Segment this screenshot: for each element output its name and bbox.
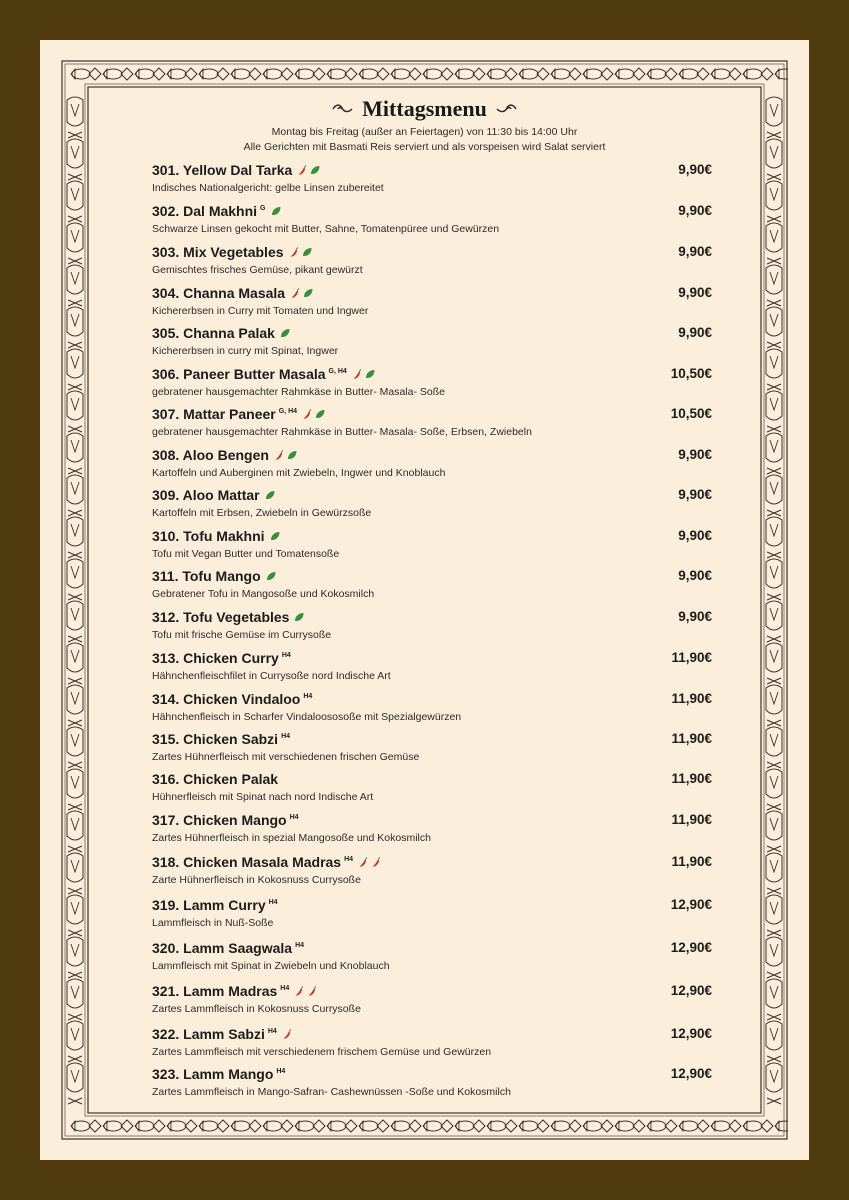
menu-item-price: 10,50€ <box>670 366 712 381</box>
chili-icon <box>307 986 317 997</box>
menu-item-name: 314. Chicken Vindaloo <box>152 691 301 707</box>
menu-item-name: 310. Tofu Makhni <box>152 528 265 544</box>
menu-item-name: 315. Chicken Sabzi <box>152 731 279 747</box>
menu-item-price: 11,90€ <box>671 771 712 786</box>
allergen-code: H4 <box>268 898 278 906</box>
menu-item-price: 9,90€ <box>678 609 712 624</box>
menu-item-icons <box>271 206 281 217</box>
leaf-icon <box>280 328 290 339</box>
menu-item-icons <box>282 1029 292 1040</box>
menu-item-name: 309. Aloo Mattar <box>152 487 260 503</box>
menu-item-price: 12,90€ <box>670 1026 712 1041</box>
menu-item <box>152 244 712 284</box>
menu-item <box>152 1026 712 1066</box>
menu-item <box>152 897 712 937</box>
menu-item-title <box>152 366 375 382</box>
menu-item-title <box>152 568 276 584</box>
menu-item <box>152 731 712 771</box>
menu-item-price: 12,90€ <box>670 897 712 912</box>
menu-item <box>152 854 712 894</box>
menu-item-title <box>152 162 320 178</box>
menu-item <box>152 162 712 202</box>
menu-item-title <box>152 812 299 828</box>
allergen-code: H4 <box>281 651 291 659</box>
menu-item <box>152 528 712 568</box>
allergen-code: H4 <box>267 1027 277 1035</box>
menu-item-description: Zarte Hühnerfleisch in Kokosnuss Currysoße <box>152 874 361 886</box>
chili-icon <box>371 857 381 868</box>
menu-item-price: 11,90€ <box>671 854 712 869</box>
leaf-icon <box>270 531 280 542</box>
chili-icon <box>294 986 304 997</box>
allergen-code: H4 <box>295 941 305 949</box>
menu-item-description: Kartoffeln und Auberginen mit Zwiebeln, Ingwer und Knoblauch <box>152 467 446 479</box>
menu-item <box>152 650 712 690</box>
menu-item-name: 320. Lamm Saagwala <box>152 940 293 956</box>
menu-item-price: 9,90€ <box>678 568 712 583</box>
menu-item-icons <box>290 288 313 299</box>
menu-item-description: gebratener hausgemachter Rahmkäse in Butter- Masala- Soße <box>152 386 445 398</box>
menu-item-price: 11,90€ <box>671 812 712 827</box>
menu-item-description: Zartes Hühnerfleisch in spezial Mangosoße und Kokosmilch <box>152 832 431 844</box>
menu-item-title <box>152 731 290 747</box>
chili-icon <box>290 288 300 299</box>
menu-item-title <box>152 487 275 503</box>
menu-item-name: 313. Chicken Curry <box>152 650 279 666</box>
menu-item-name: 318. Chicken Masala Madras <box>152 854 342 870</box>
menu-item-title <box>152 854 381 870</box>
menu-item-title <box>152 1066 285 1082</box>
menu-item-icons <box>294 612 304 623</box>
menu-item-description: Hähnchenfleisch in Scharfer Vindaloososoße mit Spezialgewürzen <box>152 711 462 723</box>
menu-item-title <box>152 528 280 544</box>
leaf-icon <box>302 247 312 258</box>
menu-item <box>152 983 712 1023</box>
menu-item-description: Lammfleisch mit Spinat in Zwiebeln und Knoblauch <box>152 960 390 972</box>
chili-icon <box>358 857 368 868</box>
menu-item-title <box>152 447 297 463</box>
chili-icon <box>274 450 284 461</box>
menu-item-name: 307. Mattar Paneer <box>152 406 276 422</box>
menu-item-name: 323. Lamm Mango <box>152 1066 274 1082</box>
menu-item <box>152 568 712 608</box>
menu-item-name: 305. Channa Palak <box>152 325 275 341</box>
leaf-icon <box>310 165 320 176</box>
menu-item-name: 316. Chicken Palak <box>152 771 279 787</box>
menu-item-name: 311. Tofu Mango <box>152 568 261 584</box>
menu-item-icons <box>358 857 381 868</box>
menu-item-title <box>152 244 312 260</box>
menu-item-title <box>152 325 290 341</box>
subtitle-hours: Montag bis Freitag (außer an Feiertagen) von 11:30 bis 14:00 Uhr <box>271 126 578 138</box>
menu-item <box>152 325 712 365</box>
menu-item-title <box>152 940 304 956</box>
allergen-code: H4 <box>303 692 313 700</box>
allergen-code: H4 <box>289 813 299 821</box>
menu-item-description: Kichererbsen in Curry mit Tomaten und Ingwer <box>152 305 369 317</box>
menu-item-icons <box>289 247 312 258</box>
leaf-icon <box>365 369 375 380</box>
chili-icon <box>282 1029 292 1040</box>
menu-item-icons <box>294 986 317 997</box>
menu-item-icons <box>352 369 375 380</box>
menu-item <box>152 487 712 527</box>
menu-item <box>152 406 712 446</box>
menu-item-title <box>152 285 313 301</box>
allergen-code: H4 <box>276 1067 286 1075</box>
menu-item-price: 9,90€ <box>678 325 712 340</box>
menu-item-name: 322. Lamm Sabzi <box>152 1026 265 1042</box>
menu-item-title <box>152 650 291 666</box>
menu-item-icons <box>270 531 280 542</box>
menu-item-description: Kichererbsen in curry mit Spinat, Ingwer <box>152 345 339 357</box>
menu-item-icons <box>297 165 320 176</box>
flourish-right-icon <box>495 103 517 115</box>
menu-item-price: 10,50€ <box>670 406 712 421</box>
menu-item-description: Zartes Hühnerfleisch mit verschiedenen frischen Gemüse <box>152 751 420 763</box>
menu-item-description: Schwarze Linsen gekocht mit Butter, Sahne, Tomatenpüree und Gewürzen <box>152 223 500 235</box>
menu-item-title <box>152 406 325 422</box>
menu-item-title <box>152 983 317 999</box>
menu-item-description: Zartes Lammfleisch mit verschiedenem frischem Gemüse und Gewürzen <box>152 1046 492 1058</box>
leaf-icon <box>315 409 325 420</box>
menu-item-icons <box>265 490 275 501</box>
allergen-code: G, H4 <box>278 407 298 415</box>
menu-item-name: 306. Paneer Butter Masala <box>152 366 326 382</box>
menu-item-price: 11,90€ <box>671 731 712 746</box>
menu-item-icons <box>280 328 290 339</box>
menu-sheet <box>40 40 809 1160</box>
menu-item-description: gebratener hausgemachter Rahmkäse in Butter- Masala- Soße, Erbsen, Zwiebeln <box>152 426 532 438</box>
menu-item-description: Gemischtes frisches Gemüse, pikant gewürzt <box>152 264 363 276</box>
menu-item-price: 9,90€ <box>678 487 712 502</box>
menu-item <box>152 691 712 731</box>
title-row <box>40 96 809 122</box>
flourish-left-icon <box>332 103 354 115</box>
menu-item-description: Tofu mit frische Gemüse im Currysoße <box>152 629 332 641</box>
menu-item-icons <box>274 450 297 461</box>
menu-item-price: 9,90€ <box>678 285 712 300</box>
menu-item-price: 12,90€ <box>670 940 712 955</box>
menu-item <box>152 447 712 487</box>
menu-item-description: Indisches Nationalgericht: gelbe Linsen zubereitet <box>152 182 384 194</box>
menu-item-price: 9,90€ <box>678 244 712 259</box>
menu-item-price: 9,90€ <box>678 203 712 218</box>
allergen-code: H4 <box>344 855 354 863</box>
menu-item-name: 301. Yellow Dal Tarka <box>152 162 293 178</box>
menu-item-name: 317. Chicken Mango <box>152 812 287 828</box>
page-title-wrap <box>332 96 517 122</box>
menu-item <box>152 1066 712 1106</box>
menu-item <box>152 812 712 852</box>
menu-item-description: Hähnchenfleischfilet in Currysoße nord Indische Art <box>152 670 391 682</box>
menu-item-price: 9,90€ <box>678 162 712 177</box>
chili-icon <box>302 409 312 420</box>
menu-item-name: 302. Dal Makhni <box>152 203 258 219</box>
menu-item-description: Lammfleisch in Nuß-Soße <box>152 917 274 929</box>
menu-item-name: 304. Channa Masala <box>152 285 286 301</box>
menu-item-price: 12,90€ <box>670 1066 712 1081</box>
menu-item-title <box>152 1026 292 1042</box>
menu-item-price: 12,90€ <box>670 983 712 998</box>
menu-item-price: 9,90€ <box>678 447 712 462</box>
menu-item-title <box>152 897 278 913</box>
menu-item <box>152 940 712 980</box>
menu-item-name: 321. Lamm Madras <box>152 983 278 999</box>
menu-item-name: 319. Lamm Curry <box>152 897 266 913</box>
menu-item <box>152 366 712 406</box>
subtitle-info: Alle Gerichten mit Basmati Reis serviert und als vorspeisen wird Salat serviert <box>243 141 606 153</box>
menu-item-title <box>152 771 278 787</box>
menu-item-name: 303. Mix Vegetables <box>152 244 284 260</box>
menu-item-price: 9,90€ <box>678 528 712 543</box>
menu-item-name: 312. Tofu Vegetables <box>152 609 290 625</box>
leaf-icon <box>265 490 275 501</box>
leaf-icon <box>303 288 313 299</box>
menu-item-description: Zartes Lammfleisch in Mango-Safran- Cashewnüssen -Soße und Kokosmilch <box>152 1086 511 1098</box>
allergen-code: H4 <box>280 984 290 992</box>
menu-item-icons <box>266 571 276 582</box>
menu-item-description: Tofu mit Vegan Butter und Tomatensoße <box>152 548 340 560</box>
leaf-icon <box>266 571 276 582</box>
menu-item-title <box>152 609 304 625</box>
menu-item-description: Kartoffeln mit Erbsen, Zwiebeln in Gewürzsoße <box>152 507 372 519</box>
menu-item-description: Gebratener Tofu in Mangosoße und Kokosmilch <box>152 588 375 600</box>
menu-item-name: 308. Aloo Bengen <box>152 447 269 463</box>
allergen-code: G <box>260 204 266 212</box>
allergen-code: G, H4 <box>328 367 347 375</box>
menu-item-title <box>152 203 281 219</box>
menu-item <box>152 609 712 649</box>
page-title: Mittagsmenu <box>362 96 487 121</box>
menu-item-description: Zartes Lammfleisch in Kokosnuss Currysoße <box>152 1003 361 1015</box>
leaf-icon <box>294 612 304 623</box>
menu-item-price: 11,90€ <box>671 650 712 665</box>
menu-item <box>152 771 712 811</box>
menu-item-description: Hühnerfleisch mit Spinat nach nord Indische Art <box>152 791 374 803</box>
chili-icon <box>297 165 307 176</box>
chili-icon <box>289 247 299 258</box>
leaf-icon <box>287 450 297 461</box>
allergen-code: H4 <box>281 732 291 740</box>
menu-item-price: 11,90€ <box>671 691 712 706</box>
menu-item-title <box>152 691 312 707</box>
leaf-icon <box>271 206 281 217</box>
menu-item <box>152 203 712 243</box>
menu-item <box>152 285 712 325</box>
menu-item-icons <box>302 409 325 420</box>
chili-icon <box>352 369 362 380</box>
